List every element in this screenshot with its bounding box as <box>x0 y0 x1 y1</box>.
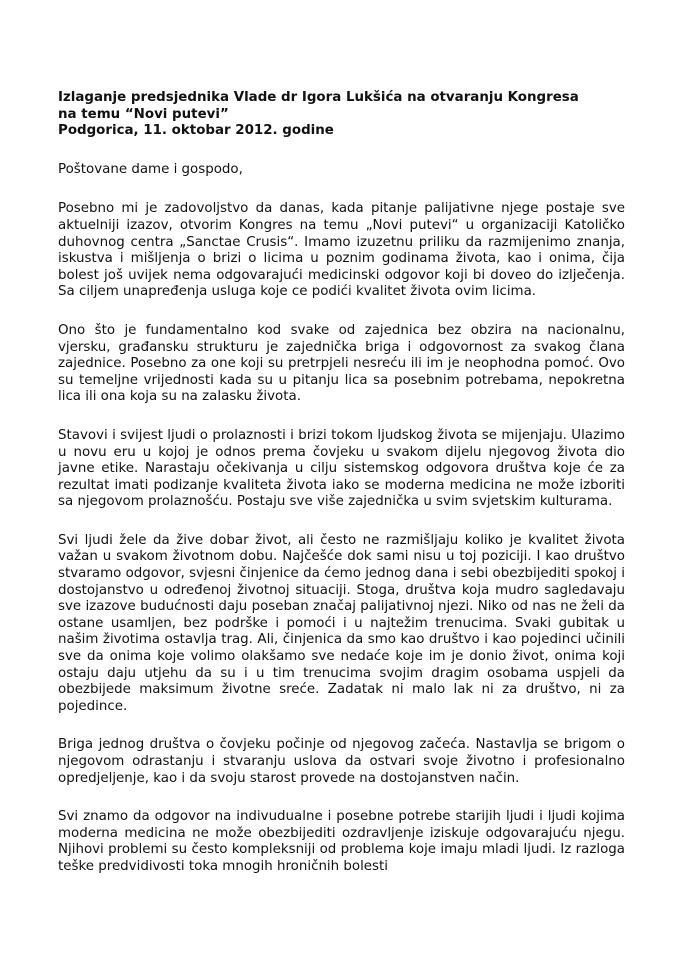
title-line-3-date: Podgorica, 11. oktobar 2012. godine <box>58 123 334 139</box>
title-line-2: na temu “Novi putevi” <box>58 106 229 122</box>
document-body <box>58 90 625 876</box>
document-title <box>58 90 625 140</box>
salutation: Poštovane dame i gospodo, <box>58 161 243 177</box>
paragraph-3: Stavovi i svijest ljudi o prolaznosti i brizi tokom ljudskog života se mijenjaju. Ulazimo u novu eru u kojoj je odnos prema čovjeku u svakom dijelu njegovog života dio javne etike. Narastaju očekivanja u cilju sistemskog odgovora društva koje će za rezultat imati podizanje kvaliteta života iako se moderna medicina ne može izboriti sa njegovom prolaznošću. Postaju sve više zajednička u svim svjetskim kulturama. <box>58 427 625 510</box>
paragraph-4: Svi ljudi žele da žive dobar život, ali često ne razmišljaju koliko je kvalitet života važan u svakom životnom dobu. Najčešće dok sami nisu u toj poziciji. I kao društvo stvaramo odgovor, svjesni činjenice da ćemo jednog dana i sebi obezbijediti spokoj i dostojanstvo u određenoj životnoj situaciji. Stoga, društva koja mudro sagledavaju sve izazove budućnosti daju poseban značaj palijativnoj njezi. Niko od nas ne želi da ostane usamljen, bez podrške i pomoći i u najtežim trenucima. Svaki gubitak u našim životima ostavlja trag. Ali, činjenica da smo kao društvo i kao pojedinci učinili sve da onima koje volimo olakšamo sve nedaće koje im je donio život, onima koji ostaju daju utjehu da su i u tim trenucima svojim dragim osobama uspjeli da obezbijede maksimum životne sreće. Zadatak ni malo lak ni za društvo, ni za pojedince. <box>58 532 625 714</box>
paragraph-5: Briga jednog društva o čovjeku počinje od njegovog začeća. Nastavlja se brigom o njegovom odrastanju i stvaranju uslova da ostvari svoje životno i profesionalno opredjeljenje, kao i da svoju starost provede na dostojanstven način. <box>58 737 625 786</box>
paragraph-1: Posebno mi je zadovoljstvo da danas, kada pitanje palijativne njege postaje sve aktuelniji izazov, otvorim Kongres na temu „Novi putevi“ u organizaciji Katoličko duhovnog centra „Sanctae Crusis“. Imamo izuzetnu priliku da razmijenimo znanja, iskustva i mišljenja o brizi o licima u poznim godinama života, kao i onima, čija bolest još uvijek nema odgovarajući medicinski odgovor koji bi doveo do izlječenja. Sa ciljem unapređenja usluga koje ce podići kvalitet života ovim licima. <box>58 201 625 300</box>
paragraph-2: Ono što je fundamentalno kod svake od zajednica bez obzira na nacionalnu, vjersku, građansku strukturu je zajednička briga i odgovornost za svakog člana zajednice. Posebno za one koji su pretrpjeli nesreću ili im je neophodna pomoć. Ovo su temeljne vrijednosti kada su u pitanju lica sa posebnim potrebama, nepokretna lica ili ona koja su na zalasku života. <box>58 322 625 405</box>
paragraph-6: Svi znamo da odgovor na indivudualne i posebne potrebe starijih ljudi i ljudi kojima moderna medicina ne može obezbijediti ozdravljenje iziskuje odgovarajuću njegu. Njihovi problemi su često kompleksniji od problema koje imaju mladi ljudi. Iz razloga teške predvidivosti toka mnogih hroničnih bolesti <box>58 809 625 874</box>
title-line-1: Izlaganje predsjednika Vlade dr Igora Lukšića na otvaranju Kongresa <box>58 90 579 105</box>
